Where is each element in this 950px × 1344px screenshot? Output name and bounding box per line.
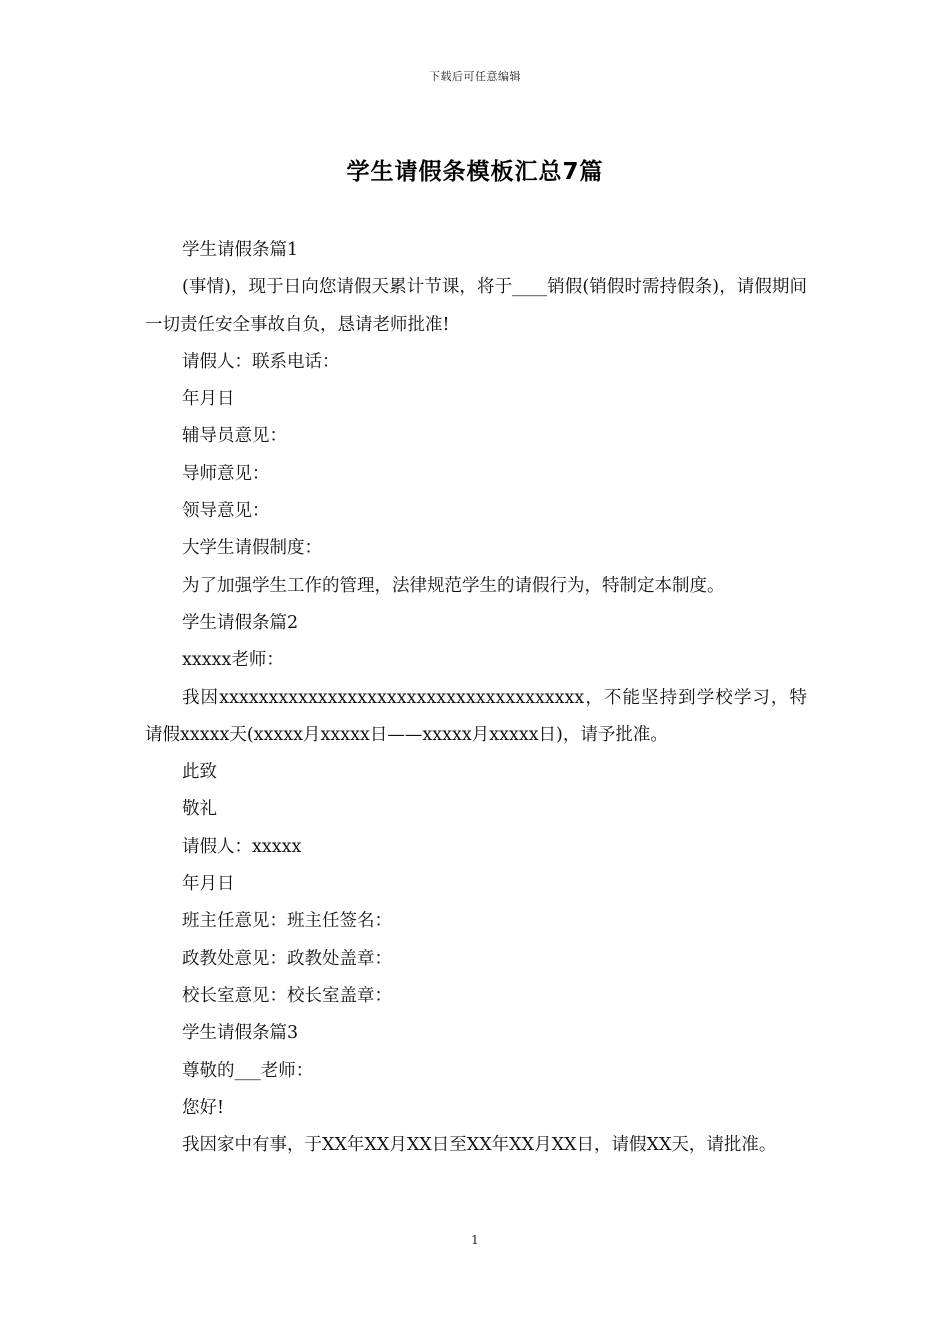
- section-heading-1: 学生请假条篇1: [182, 240, 299, 260]
- paragraph: 年月日: [182, 389, 235, 410]
- paragraph: 请假人：联系电话：: [182, 351, 340, 372]
- paragraph: 敬礼: [182, 799, 217, 820]
- page-number: 1: [471, 1233, 479, 1247]
- paragraph: 班主任意见：班主任签名：: [182, 911, 392, 932]
- document-title: 学生请假条模板汇总7篇: [346, 159, 604, 185]
- paragraph: 导师意见：: [182, 463, 270, 484]
- paragraph: 此致: [182, 762, 217, 783]
- download-editable-note: 下载后可任意编辑: [429, 70, 521, 83]
- paragraph: 尊敬的___老师：: [182, 1060, 314, 1081]
- document-body: [145, 232, 807, 1164]
- paragraph: 大学生请假制度：: [182, 538, 322, 559]
- paragraph: 领导意见：: [182, 501, 270, 522]
- paragraph: 年月日: [182, 874, 235, 895]
- paragraph: 请假人：xxxxx: [182, 836, 302, 857]
- paragraph: 校长室意见：校长室盖章：: [182, 985, 392, 1006]
- paragraph: xxxxx老师：: [182, 650, 284, 671]
- paragraph: 为了加强学生工作的管理，法律规范学生的请假行为，特制定本制度。: [182, 575, 725, 596]
- section-heading-2: 学生请假条篇2: [182, 612, 299, 633]
- paragraph: 政教处意见：政教处盖章：: [182, 948, 392, 969]
- paragraph: 辅导员意见：: [182, 426, 287, 447]
- paragraph: 我因家中有事，于XX年XX月XX日至XX年XX月XX日，请假XX天，请批准。: [182, 1135, 777, 1156]
- paragraph: 您好!: [182, 1097, 225, 1118]
- paragraph: (事情)，现于日向您请假天累计节课，将于____销假(销假时需持假条)，请假期间一切责任安全事故自负，恳请老师批准!: [145, 277, 807, 335]
- section-heading-3: 学生请假条篇3: [182, 1023, 299, 1044]
- paragraph: 我因xxxxxxxxxxxxxxxxxxxxxxxxxxxxxxxxxxxxx，不能坚持到学校学习，特请假xxxxx天(xxxxx月xxxxx日——xxxxx月xxxxx日)，请予批准。: [145, 687, 807, 745]
